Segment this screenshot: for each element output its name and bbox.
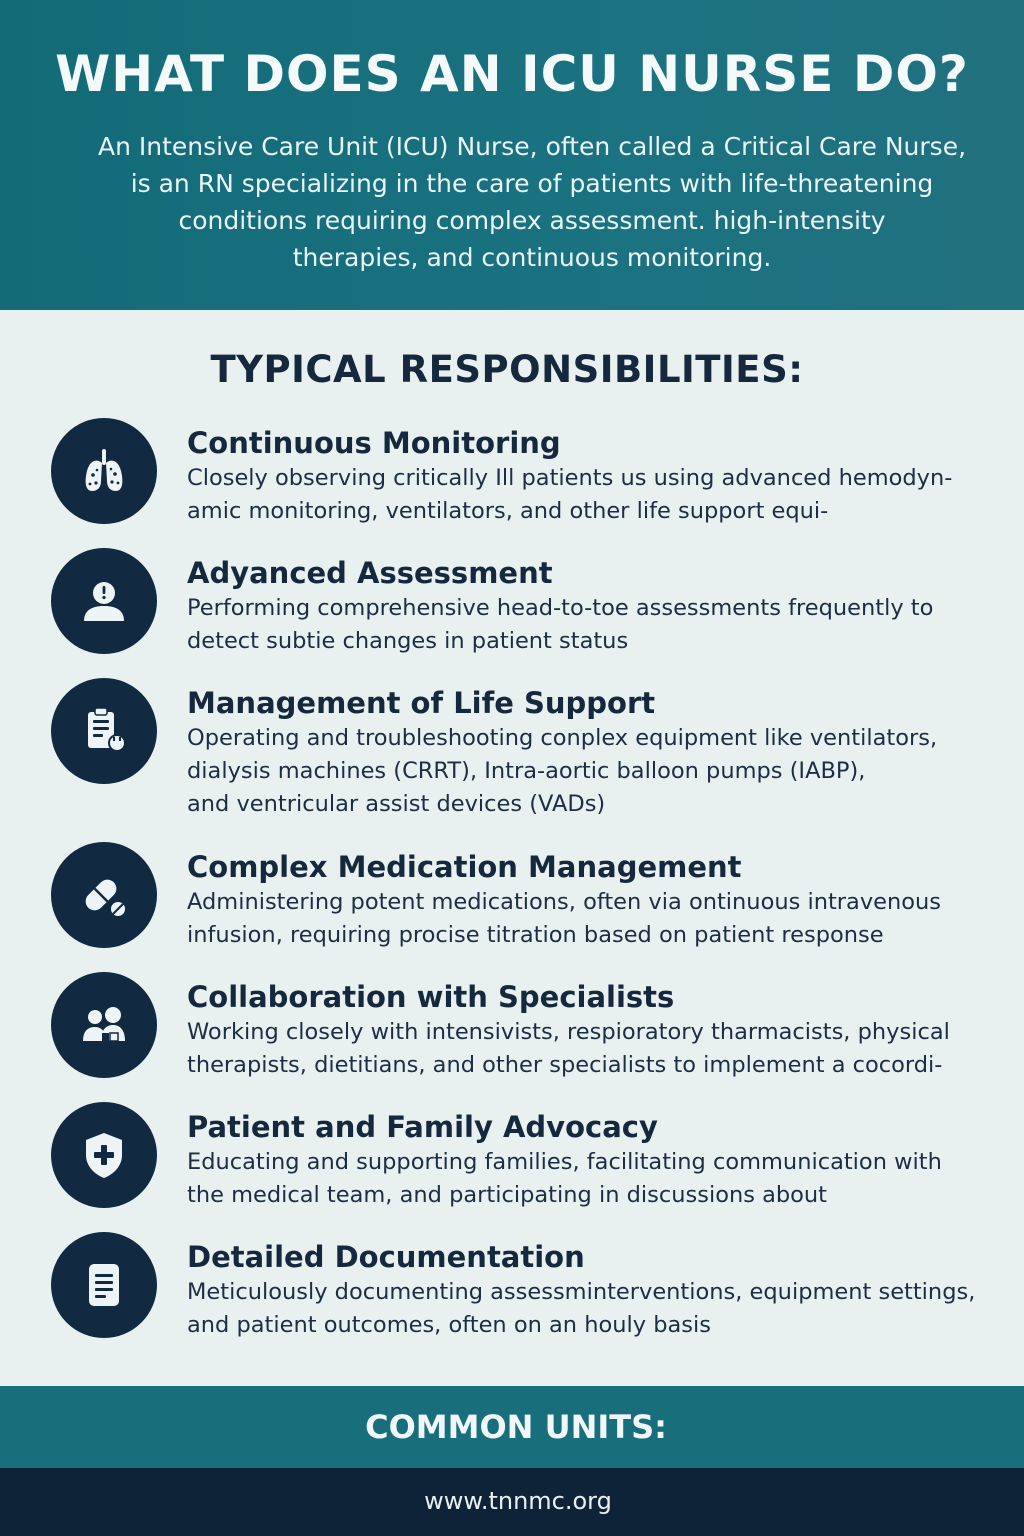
item-description <box>187 1146 997 1212</box>
item-desc-line: therapists, dietitians, and other specialists to implement a cocordi- <box>187 1052 943 1078</box>
intro-line: is an RN specializing in the care of patients with life-threatening <box>130 169 934 198</box>
item-desc-line: detect subtie changes in patient status <box>187 628 629 654</box>
item-title: Continuous Monitoring <box>187 426 561 460</box>
item-description <box>187 1016 997 1082</box>
item-desc-line: and ventricular assist devices (VADs) <box>187 791 606 817</box>
footer <box>0 1468 1024 1536</box>
clipboard-plug-icon <box>51 678 157 784</box>
page-title: WHAT DOES AN ICU NURSE DO? <box>55 45 969 103</box>
item-desc-line: Working closely with intensivists, respioratory tharmacists, physical <box>187 1019 950 1045</box>
document-icon <box>51 1232 157 1338</box>
item-title: Adyanced Assessment <box>187 556 553 590</box>
item-desc-line: Closely observing critically Ill patients us using advanced hemodyn- <box>187 465 953 491</box>
item-desc-line: the medical team, and participating in discussions about <box>187 1182 828 1208</box>
lungs-icon <box>51 418 157 524</box>
item-desc-line: and patient outcomes, often on an houly basis <box>187 1312 711 1338</box>
item-desc-line: dialysis machines (CRRT), Intra-aortic balloon pumps (IABP), <box>187 758 866 784</box>
responsibilities-heading: TYPICAL RESPONSIBILITIES: <box>210 348 804 391</box>
intro-line: conditions requiring complex assessment. high-intensity <box>178 206 886 235</box>
team-icon <box>51 972 157 1078</box>
item-desc-line: Administering potent medications, often via ontinuous intravenous <box>187 889 942 915</box>
item-title: Management of Life Support <box>187 686 656 720</box>
item-title: Detailed Documentation <box>187 1240 585 1274</box>
item-description <box>187 1276 997 1342</box>
item-desc-line: Operating and troubleshooting conplex equipment like ventilators, <box>187 725 938 751</box>
intro-paragraph <box>60 128 1004 276</box>
intro-line: An Intensive Care Unit (ICU) Nurse, often called a Critical Care Nurse, <box>97 132 967 161</box>
person-alert-icon <box>51 548 157 654</box>
item-description <box>187 462 997 528</box>
item-desc-line: Educating and supporting families, facilitating communication with <box>187 1149 942 1175</box>
common-units-bar <box>0 1386 1024 1468</box>
item-description <box>187 722 997 821</box>
item-description <box>187 886 997 952</box>
item-title: Patient and Family Advocacy <box>187 1110 658 1144</box>
item-desc-line: Meticulously documenting assessminterventions, equipment settings, <box>187 1279 976 1305</box>
item-description <box>187 592 997 658</box>
item-desc-line: amic monitoring, ventilators, and other life support equi- <box>187 498 829 524</box>
item-title: Complex Medication Management <box>187 850 742 884</box>
shield-plus-icon <box>51 1102 157 1208</box>
item-title: Collaboration with Specialists <box>187 980 675 1014</box>
pills-icon <box>51 842 157 948</box>
item-desc-line: infusion, requiring procise titration based on patient response <box>187 922 884 948</box>
header-banner <box>0 0 1024 310</box>
common-units-heading: COMMON UNITS: <box>365 1408 667 1446</box>
item-desc-line: Performing comprehensive head-to-toe assessments frequently to <box>187 595 934 621</box>
footer-url[interactable]: www.tnnmc.org <box>424 1487 612 1515</box>
intro-line: therapies, and continuous monitoring. <box>292 243 772 272</box>
